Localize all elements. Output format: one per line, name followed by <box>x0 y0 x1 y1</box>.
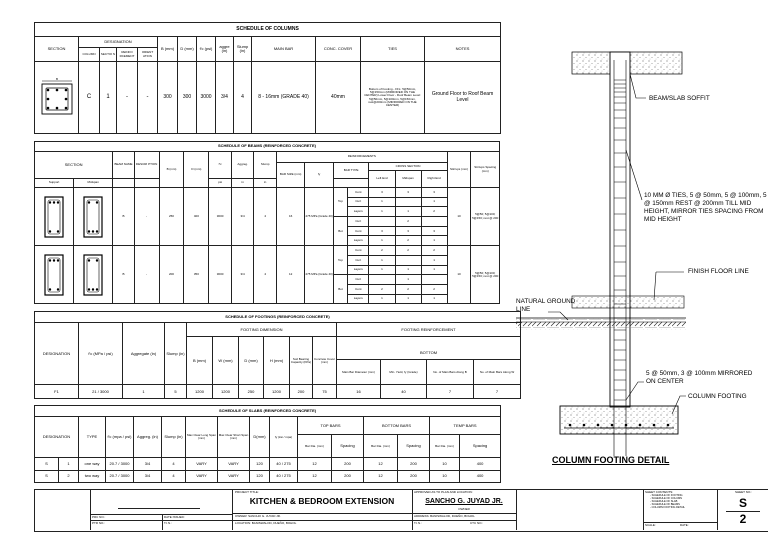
beam1-fy: 275 MPa (Grade 40) <box>305 188 333 246</box>
col-val-cover: 40mm <box>316 62 361 134</box>
beam-h-bartype: BAR TYPE <box>333 163 369 179</box>
beam2-pos-bot: Bot <box>333 275 347 304</box>
beam1-pos-top: Top <box>333 188 347 217</box>
col-val-section: 1 <box>100 62 117 134</box>
ftg-h-fc: f'c (MPa / psi) <box>79 323 123 385</box>
beam2-d: 350 <box>184 246 209 304</box>
col-val-b: 300 <box>158 62 178 134</box>
tb-divider-6 <box>643 489 644 530</box>
beam-bar-right: 2 <box>421 284 447 294</box>
beam-bar-right: 1 <box>421 294 447 304</box>
beam-bar-mid: 1 <box>395 294 421 304</box>
slab-type: one way <box>79 458 106 470</box>
beam1-b: 250 <box>159 188 184 246</box>
beam-bar-type: Curt <box>348 275 369 285</box>
slab-des: S <box>35 470 59 482</box>
col-h-notes: NOTES <box>425 37 501 62</box>
beam-h-slump-unit: in <box>254 179 277 188</box>
beam-h-left: Left End <box>369 171 395 188</box>
beam-bar-right: 1 <box>421 197 447 207</box>
beam-bar-type: Curt <box>348 255 369 265</box>
sheet-contents-label: SHEET CONTENTS: <box>645 490 674 494</box>
slab-slump: 4 <box>162 458 186 470</box>
ftg-val-h: 1200 <box>264 385 290 399</box>
ftg-h-dim: FOOTING DIMENSION <box>187 323 337 337</box>
beam-bar-right: 3 <box>421 188 447 198</box>
tb-divider-1 <box>90 489 91 530</box>
beam-bar-mid: 2 <box>395 284 421 294</box>
beam-bar-mid: 1 <box>395 265 421 275</box>
ftg-val-nw: 7 <box>474 385 521 399</box>
slab-h-long: Max Clear Long Span (mm) <box>186 417 218 458</box>
sheet-content-item: - SCHEDULE OF FOOTING <box>650 494 683 497</box>
beam-h-name: BEAM NAME <box>113 152 134 179</box>
beam2-aggreg: 3/4 <box>231 246 254 304</box>
ftg-h-bottom: BOTTOM <box>337 348 521 359</box>
ftg-h-aggregate: Aggregate (in) <box>123 323 165 385</box>
beam-h-slump: Slump <box>254 152 277 179</box>
slab-bb: 12 <box>364 458 398 470</box>
beam-h-b: B (mm) <box>159 152 184 188</box>
beams-title: SCHEDULE OF BEAMS (REINFORCED CONCRETE) <box>35 142 500 152</box>
col-val-slump: 4 <box>234 62 252 134</box>
ftg-h-nb: No. of Main Bars Along B <box>427 360 474 385</box>
beam-bar-right: 1 <box>421 236 447 246</box>
detail-title: COLUMN FOOTING DETAIL <box>552 455 670 465</box>
beam-h-descr: DESCRI PTION <box>134 152 159 179</box>
beam-bar-type: Layers <box>348 236 369 246</box>
beam-h-fc: f'c <box>209 152 232 179</box>
col-val-mainbar: 8 - 16mm (GRADE 40) <box>252 62 316 134</box>
prc-label: PRC NO.: <box>92 515 106 519</box>
beam-bar-mid: 2 <box>395 236 421 246</box>
tin2-label: T.I.N.: <box>414 521 422 525</box>
tb-hline-6 <box>412 520 516 521</box>
slab-fc: 20.7 / 3000 <box>106 470 134 482</box>
beam1-spacing: 5@50; 5@100; 5@150; rest @ 200 <box>471 188 500 246</box>
col-h-cover: CONC. COVER <box>316 37 361 62</box>
owner-label: OWNER: SANCHO G. JUYAD JR. <box>235 514 281 518</box>
ptr-label: PTR NO.: <box>92 521 106 525</box>
approver-name: SANCHO G. JUYAD JR. <box>425 498 503 505</box>
beam2-slump: 4 <box>254 246 277 304</box>
ftg-val-agg: 1 <box>123 385 165 399</box>
beam2-bar: 12 <box>276 246 304 304</box>
ftg-h-w: W (mm) <box>213 337 239 385</box>
beam-bar-left: 2 <box>369 246 395 256</box>
tb-divider-5 <box>516 489 517 530</box>
col-h-slump: Slump (in) <box>234 37 252 62</box>
address-label: ADDRESS: BANISWALOD, DUEÑO, BOHOL <box>414 514 475 518</box>
slab-d: 120 <box>250 470 270 482</box>
beam2-pos-top: Top <box>333 246 347 275</box>
slab-h-type: TYPE <box>79 417 106 458</box>
slab-ps: 400 <box>460 470 501 482</box>
slab-type: two way <box>79 470 106 482</box>
label-finish-floor: FINISH FLOOR LINE <box>688 268 749 275</box>
col-val-aggre: 3/4 <box>216 62 234 134</box>
slab-h-top-dia: Bar Dia. (mm) <box>298 435 332 458</box>
beam-h-midspan: Midspan <box>74 179 113 188</box>
ftg-val-fc: 21 / 3000 <box>79 385 123 399</box>
col-h-aggre: aggre (in) <box>216 37 234 62</box>
beam-h-spacing: Stirrups Spacing (mm) <box>471 152 500 188</box>
beam-bar-type: Layers <box>348 265 369 275</box>
sheet-content-item: - SCHEDULE OF COLUMN <box>650 496 682 500</box>
slabs-title: SCHEDULE OF SLABS (REINFORCED CONCRETE) <box>35 406 501 417</box>
ftg-val-yield: 40 <box>381 385 427 399</box>
ftg-val-main: 16 <box>337 385 381 399</box>
slab-pb: 10 <box>430 458 460 470</box>
ftg-val-b: 1200 <box>187 385 213 399</box>
beam-bar-type: Cont <box>348 284 369 294</box>
slab-h-bottom: BOTTOM BARS <box>364 417 430 435</box>
beam-bar-left: 1 <box>369 294 395 304</box>
beam-h-aggreg: Aggreg. <box>231 152 254 179</box>
beam1-aggreg: 3/4 <box>231 188 254 246</box>
tb-divider-3 <box>162 514 163 530</box>
slab-h-fc: f'c (mpa / psi) <box>106 417 134 458</box>
beam-h-reinf: REINFORCEMENTS <box>276 152 447 163</box>
beam2-name: B <box>113 246 134 304</box>
ftg-val-nb: 7 <box>427 385 474 399</box>
columns-title: SCHEDULE OF COLUMNS <box>35 23 501 37</box>
slab-h-bot-dia: Bar Dia. (mm) <box>364 435 398 458</box>
tin-label: T.I.N.: <box>164 521 172 525</box>
slab-agg: 3/4 <box>134 458 162 470</box>
beam-bar-left: 1 <box>369 207 395 217</box>
beam-bar-type: Cont <box>348 226 369 236</box>
ftg-val-cover: 75 <box>313 385 337 399</box>
slab-short: VARY <box>218 470 250 482</box>
project-title-label: PROJECT TITLE: <box>235 490 259 494</box>
col-h-d: D (mm) <box>178 37 197 62</box>
beam1-stirrup: 10 <box>447 188 471 246</box>
beam-bar-left: 1 <box>369 236 395 246</box>
slab-fy: 40 / 275 <box>270 458 298 470</box>
col-val-column: C <box>79 62 100 134</box>
tb-hline-1 <box>90 514 232 515</box>
beam-bar-type: Layers <box>348 294 369 304</box>
label-ties-note: 10 MM Ø TIES, 5 @ 50mm, 5 @ 100mm, 5 @ 150mm REST @ 200mm TILL MID HEIGHT, MIRROR TIES SPACING FROM MID HEIGHT <box>644 192 767 223</box>
ftg-val-des: F1 <box>35 385 79 399</box>
beam1-name: B <box>113 188 134 246</box>
slab-n: 1 <box>59 458 79 470</box>
beam2-desc: - <box>134 246 159 304</box>
col-h-designation: DESIGNATION <box>79 37 158 48</box>
ftg-h-h: H (mm) <box>264 337 290 385</box>
col-h-mainbar: MAIN BAR <box>252 37 316 62</box>
approver-role: OWNER <box>458 507 470 511</box>
beam-bar-left: 3 <box>369 226 395 236</box>
date-issued-label: DATE ISSUED: <box>164 515 185 519</box>
slab-h-slump: Slump (in) <box>162 417 186 458</box>
sheet-letter: S <box>738 496 747 510</box>
slab-fy: 40 / 275 <box>270 470 298 482</box>
col-h-fc: f'c (psi) <box>197 37 216 62</box>
beam-bar-right: 2 <box>421 207 447 217</box>
slab-h-fy: fy (ksi / mpa) <box>270 417 298 458</box>
beam-h-support: Support <box>35 179 74 188</box>
slab-h-temp-sp: Spacing <box>460 435 501 458</box>
slab-h-designation: DESIGNATION <box>35 417 79 458</box>
beam-h-cross: CROSS SECTION <box>369 163 447 171</box>
beam-bar-left: 3 <box>369 188 395 198</box>
ctc-label: CTC NO.: <box>470 521 484 525</box>
beam-h-fy: fy <box>305 163 333 188</box>
beam-bar-type: Layers <box>348 207 369 217</box>
col-h-b: B (mm) <box>158 37 178 62</box>
ftg-h-main: Main Bar Diameter (mm) <box>337 360 381 385</box>
slab-des: S <box>35 458 59 470</box>
beam-bar-right: 1 <box>421 265 447 275</box>
ftg-h-b: B (mm) <box>187 337 213 385</box>
date-label: DATE: <box>680 523 689 527</box>
beam1-bar: 16 <box>276 188 304 246</box>
slab-h-short: Max Clear Short Span (mm) <box>218 417 250 458</box>
beam-bar-right: 2 <box>421 246 447 256</box>
signature-line <box>118 508 200 509</box>
location-label: LOCATION: BANISWALOD, DUEÑO, BOHOL <box>235 521 297 525</box>
beam-bar-mid: 1 <box>395 207 421 217</box>
slab-h-bot-sp: Spacing <box>398 435 430 458</box>
ftg-h-d: D (mm) <box>239 337 264 385</box>
ftg-val-w: 1200 <box>213 385 239 399</box>
ftg-h-soil: Soil Bearing Capacity (KPa) <box>290 337 313 385</box>
approved-label: APPROVED AS TO PLAN AND LOCATION: <box>414 490 473 494</box>
slab-long: VARY <box>186 458 218 470</box>
col-val-orient: - <box>138 62 158 134</box>
slab-ts: 200 <box>332 470 364 482</box>
beam-bar-type: Curt <box>348 197 369 207</box>
ftg-val-d: 250 <box>239 385 264 399</box>
slab-pb: 10 <box>430 470 460 482</box>
beam-h-d: D (mm) <box>184 152 209 188</box>
beam-bar-right: 1 <box>421 255 447 265</box>
slab-bs: 200 <box>398 458 430 470</box>
footings-title: SCHEDULE OF FOOTINGS (REINFORCED CONCRETE) <box>35 312 521 323</box>
col-val-d: 300 <box>178 62 197 134</box>
ftg-val-slump: 5 <box>165 385 187 399</box>
beam-bar-right: 3 <box>421 226 447 236</box>
col-h-orient: ORIENT ATION <box>138 48 158 62</box>
beam-h-fc-unit: psi <box>209 179 232 188</box>
slab-h-top: TOP BARS <box>298 417 364 435</box>
ftg-h-reinf: FOOTING REINFORCEMENT <box>337 323 521 337</box>
sheet-no-label: SHEET NO.: <box>735 490 752 494</box>
ftg-val-soil: 200 <box>290 385 313 399</box>
slab-h-temp-dia: Bar Dia. (mm) <box>430 435 460 458</box>
slab-h-d: D(mm) <box>250 417 270 458</box>
col-h-section-n: SECTIO N <box>100 48 117 62</box>
label-natural-ground: NATURAL GROUND LINE <box>516 298 576 313</box>
beam-bar-mid: 2 <box>395 217 421 227</box>
slab-h-top-sp: Spacing <box>332 435 364 458</box>
slab-slump: 4 <box>162 470 186 482</box>
beam-bar-left: 1 <box>369 255 395 265</box>
tb-hline-2 <box>90 520 232 521</box>
beam1-d: 400 <box>184 188 209 246</box>
beam1-desc: - <box>134 188 159 246</box>
slab-d: 120 <box>250 458 270 470</box>
beam-bar-mid: 1 <box>395 275 421 285</box>
slab-bs: 200 <box>398 470 430 482</box>
beam2-spacing: 5@50; 5@100; 5@150; rest @ 200 <box>471 246 500 304</box>
beam-bar-type: Cont <box>348 188 369 198</box>
slab-n: 2 <box>59 470 79 482</box>
beam1-pos-bot: Bot <box>333 217 347 246</box>
beam-h-barsize: BAR SIZE (mm) <box>276 163 304 188</box>
project-title: KITCHEN & BEDROOM EXTENSION <box>249 496 395 506</box>
sheet-content-item: - SCHEDULE OF BEAMS <box>650 502 680 506</box>
beam-bar-mid: 3 <box>395 188 421 198</box>
slab-long: VARY <box>186 470 218 482</box>
slab-short: VARY <box>218 458 250 470</box>
beam2-fc: 3000 <box>209 246 232 304</box>
ftg-h-designation: DESIGNATION <box>35 323 79 385</box>
beam-bar-type: Cont <box>348 246 369 256</box>
col-h-ties: TIES <box>361 37 425 62</box>
ftg-h-yield: Min. Yield, fy (Grade) <box>381 360 427 385</box>
sheet-contents-list <box>650 495 685 510</box>
column-dim-label: B <box>55 76 58 81</box>
beam-h-aggreg-unit: in <box>231 179 254 188</box>
label-column-footing: COLUMN FOOTING <box>688 393 747 400</box>
label-beam-soffit: BEAM/SLAB SOFFIT <box>649 95 710 102</box>
sheet-content-item: - COLUMN FOOTING DETAIL <box>650 505 685 509</box>
ftg-h-nw: No. of Main Bars Along W <box>474 360 521 385</box>
col-h-section: SECTION <box>35 37 79 62</box>
col-val-reinf: - <box>117 62 138 134</box>
slab-ts: 200 <box>332 458 364 470</box>
ftg-h-slump: Slump (in) <box>165 323 187 385</box>
beam-h-mid: Midspan <box>395 171 421 188</box>
beam-bar-type: Curt <box>348 217 369 227</box>
col-val-notes: Ground Floor to Roof Beam Level <box>425 62 501 134</box>
slab-agg: 3/4 <box>134 470 162 482</box>
beam1-fc: 3000 <box>209 188 232 246</box>
col-val-fc: 3000 <box>197 62 216 134</box>
col-h-column: COLUMN <box>79 48 100 62</box>
slab-fc: 20.7 / 3000 <box>106 458 134 470</box>
col-val-ties: Bottom of Footing - FFL: 5@50mm, 5@150mm (MIRRORED ON THE CENTER) Lower Floor - Roof Beam Level: 5@50mm, 5@100mm, 5@150mm, rest@200mm (MIRRORED ON THE CENTER) <box>361 62 425 134</box>
col-h-reinf: REINFO RCEMENT <box>117 48 138 62</box>
ftg-h-cover: Concrete Cover (mm) <box>313 337 337 385</box>
beam2-b: 200 <box>159 246 184 304</box>
sheet-content-item: - SCHEDULE OF SLAB <box>650 499 678 503</box>
beam-h-stirrups: Stirrups (mm) <box>447 152 471 188</box>
beam-bar-left: 1 <box>369 197 395 207</box>
beam-bar-left: 1 <box>369 265 395 275</box>
beam-bar-left: 2 <box>369 284 395 294</box>
beam-bar-mid: 2 <box>395 246 421 256</box>
beam2-fy: 275 MPa (Grade 40) <box>305 246 333 304</box>
beam-h-right: Right End <box>421 171 447 188</box>
sheet-number: 2 <box>739 512 747 526</box>
beam-bar-mid: 3 <box>395 226 421 236</box>
slab-h-temp: TEMP BARS <box>430 417 501 435</box>
slab-tb: 12 <box>298 470 332 482</box>
label-footing-ties: 5 @ 50mm, 3 @ 100mm MIRRORED ON CENTER <box>646 370 753 385</box>
beam1-slump: 4 <box>254 188 277 246</box>
scale-label: SCALE: <box>645 523 656 527</box>
slab-tb: 12 <box>298 458 332 470</box>
slab-ps: 400 <box>460 458 501 470</box>
slab-bb: 12 <box>364 470 398 482</box>
slab-h-aggreg: Aggreg. (in) <box>134 417 162 458</box>
beam-h-section: SECTION <box>35 152 113 179</box>
beam2-stirrup: 10 <box>447 246 471 304</box>
